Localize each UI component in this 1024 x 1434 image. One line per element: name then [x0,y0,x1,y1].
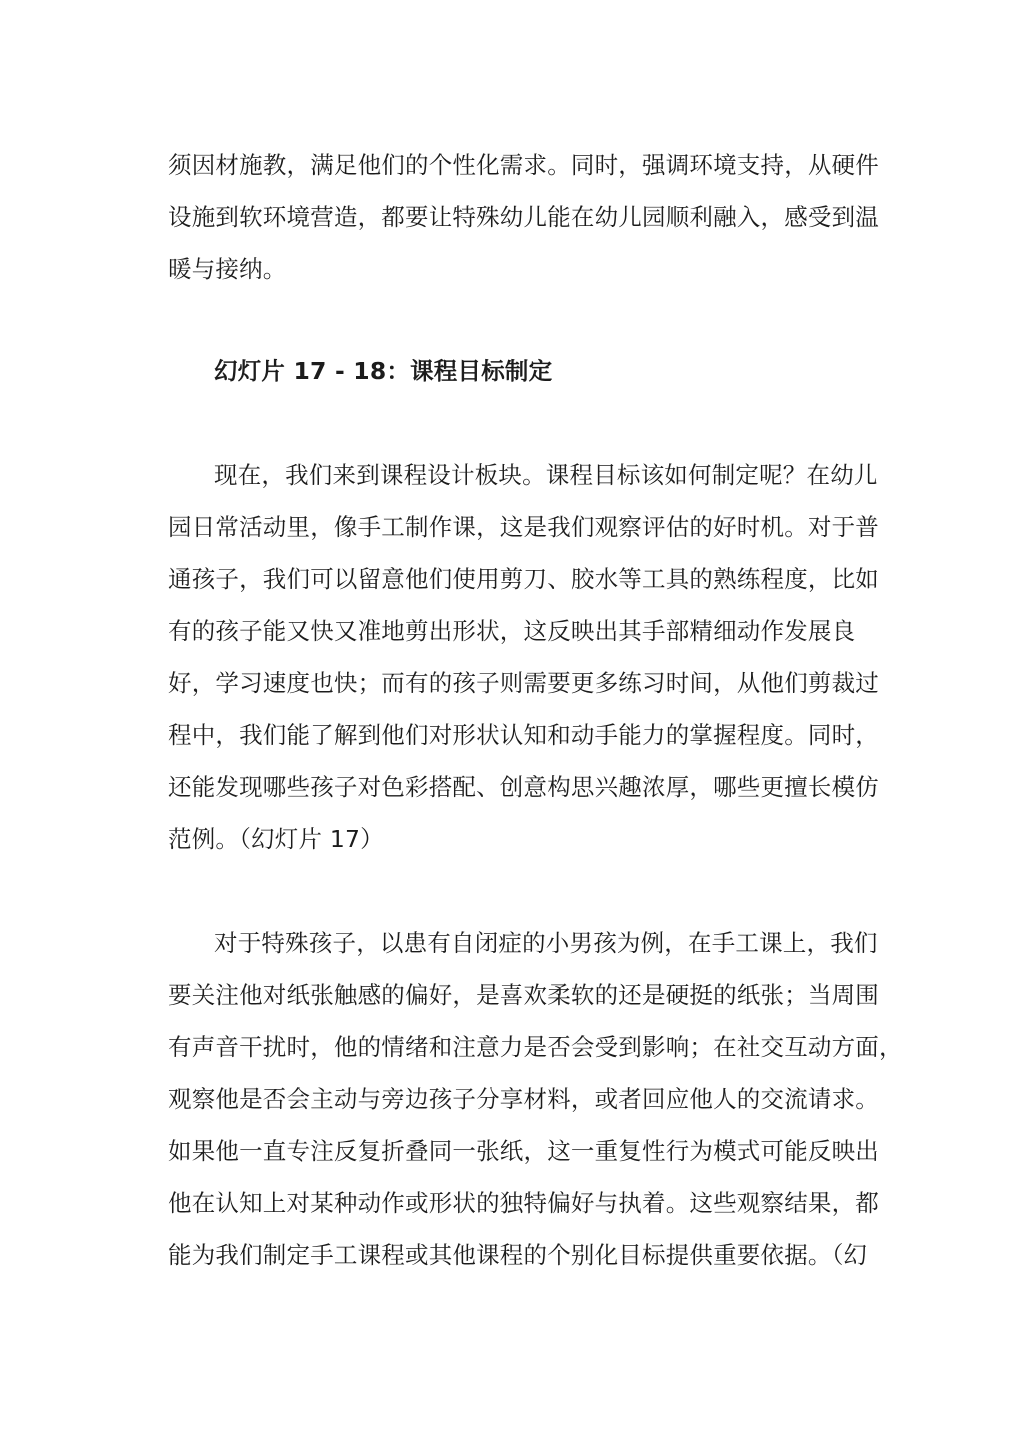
paragraph-1-line-4: 有的孩子能又快又准地剪出形状，这反映出其手部精细动作发展良 [168,617,856,645]
paragraph-2-line-7: 能为我们制定手工课程或其他课程的个别化目标提供重要依据。（幻 [168,1241,868,1269]
paragraph-1-line-8: 范例。（幻灯片 17） [168,825,384,853]
paragraph-1-line-1: 现在，我们来到课程设计板块。课程目标该如何制定呢？在幼儿 [214,461,878,489]
paragraph-1-line-7: 还能发现哪些孩子对色彩搭配、创意构思兴趣浓厚，哪些更擅长模仿 [168,773,879,801]
paragraph-2-line-3: 有声音干扰时，他的情绪和注意力是否会受到影响；在社交互动方面， [168,1033,903,1061]
intro-line-3: 暖与接纳。 [168,255,287,283]
paragraph-1-line-6: 程中，我们能了解到他们对形状认知和动手能力的掌握程度。同时， [168,721,879,749]
intro-line-2: 设施到软环境营造，都要让特殊幼儿能在幼儿园顺利融入，感受到温 [168,203,879,231]
paragraph-1-line-5: 好，学习速度也快；而有的孩子则需要更多练习时间，从他们剪裁过 [168,669,879,697]
paragraph-1-line-3: 通孩子，我们可以留意他们使用剪刀、胶水等工具的熟练程度，比如 [168,565,879,593]
paragraph-2-line-1: 对于特殊孩子，以患有自闭症的小男孩为例，在手工课上，我们 [214,929,878,957]
intro-line-1: 须因材施教，满足他们的个性化需求。同时，强调环境支持，从硬件 [168,151,879,179]
paragraph-1-line-2: 园日常活动里，像手工制作课，这是我们观察评估的好时机。对于普 [168,513,879,541]
paragraph-2-line-5: 如果他一直专注反复折叠同一张纸，这一重复性行为模式可能反映出 [168,1137,879,1165]
section-heading: 幻灯片 17 - 18：课程目标制定 [214,357,553,385]
paragraph-2-line-4: 观察他是否会主动与旁边孩子分享材料，或者回应他人的交流请求。 [168,1085,879,1113]
paragraph-2-line-6: 他在认知上对某种动作或形状的独特偏好与执着。这些观察结果，都 [168,1189,879,1217]
paragraph-2-line-2: 要关注他对纸张触感的偏好，是喜欢柔软的还是硬挺的纸张；当周围 [168,981,879,1009]
